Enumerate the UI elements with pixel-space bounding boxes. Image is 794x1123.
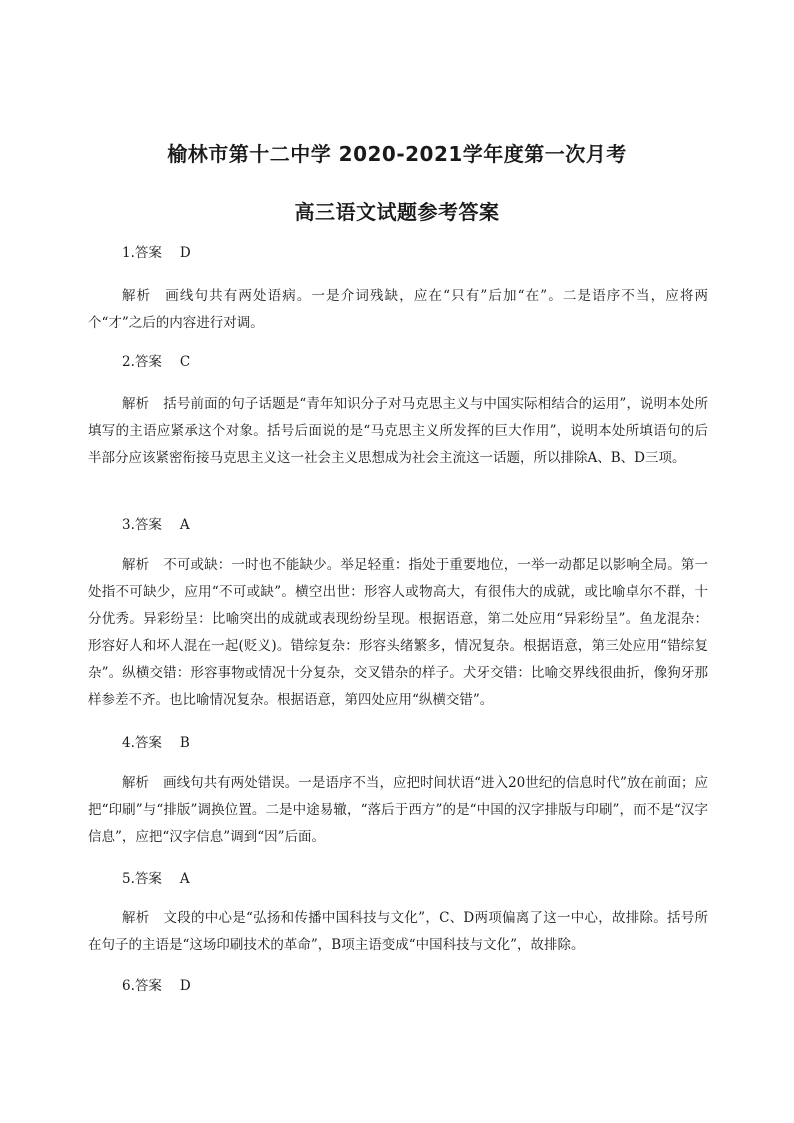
explanation-5 (88, 905, 708, 959)
explanation-label: 解析 (122, 396, 150, 412)
answer-line-1 (122, 243, 191, 263)
explanation-label: 解析 (122, 910, 150, 926)
explanation-1 (88, 283, 708, 337)
explanation-4 (88, 770, 708, 851)
explanation-text: 画线句共有两处错误。一是语序不当，应把时间状语“进入20世纪的信息时代”放在前面；应把“印刷”与“排版”调换位置。二是中途易辙，“落后于西方”的是“中国的汉字排版与印刷”，而不是“汉字信息”，应把“汉字信息”调到“因”后面。 (88, 775, 709, 845)
answer-value: A (179, 517, 190, 533)
answer-value: C (179, 354, 191, 370)
answer-line-4 (122, 733, 190, 753)
answer-number: 4.答案 (122, 735, 162, 751)
explanation-2 (88, 391, 708, 472)
explanation-label: 解析 (122, 775, 150, 791)
answer-value: B (179, 735, 190, 751)
explanation-text: 文段的中心是“弘扬和传播中国科技与文化”，C、D两项偏离了这一中心，故排除。括号所在句子的主语是“这场印刷技术的革命”，B项主语变成“中国科技与文化”，故排除。 (88, 910, 709, 953)
explanation-label: 解析 (122, 288, 152, 304)
answer-line-6 (122, 976, 191, 996)
answer-number: 3.答案 (122, 517, 162, 533)
explanation-label: 解析 (122, 557, 150, 573)
answer-number: 1.答案 (122, 245, 162, 261)
answer-value: D (179, 245, 191, 261)
answer-number: 5.答案 (122, 871, 162, 887)
answer-value: A (179, 871, 190, 887)
answer-line-3 (122, 515, 190, 535)
answer-line-2 (122, 352, 190, 372)
answer-line-5 (122, 869, 190, 889)
page-subtitle: 高三语文试题参考答案 (294, 200, 500, 224)
answer-value: D (179, 978, 191, 994)
explanation-3 (88, 552, 708, 714)
page-title: 榆林市第十二中学 2020-2021学年度第一次月考 (167, 142, 627, 166)
explanation-text: 不可或缺：一时也不能缺少。举足轻重：指处于重要地位，一举一动都足以影响全局。第一处指不可缺少，应用“不可或缺”。横空出世：形容人或物高大，有很伟大的成就，或比喻卓尔不群，十分优秀。异彩纷呈：比喻突出的成就或表现纷纷呈现。根据语意，第二处应用“异彩纷呈”。鱼龙混杂：形容好人和坏人混在一起(贬义)。错综复杂：形容头绪繁多，情况复杂。根据语意，第三处应用“错综复杂”。纵横交错：形容事物或情况十分复杂，交叉错杂的样子。犬牙交错：比喻交界线很曲折，像狗牙那样参差不齐。也比喻情况复杂。根据语意，第四处应用“纵横交错”。 (88, 557, 709, 708)
explanation-text: 画线句共有两处语病。一是介词残缺，应在“只有”后加“在”。二是语序不当，应将两个“才”之后的内容进行对调。 (88, 288, 709, 331)
answer-number: 6.答案 (122, 978, 162, 994)
answer-number: 2.答案 (122, 354, 162, 370)
explanation-text: 括号前面的句子话题是“青年知识分子对马克思主义与中国实际相结合的运用”，说明本处所填写的主语应紧承这个对象。括号后面说的是“马克思主义所发挥的巨大作用”，说明本处所填语句的后半部分应该紧密衔接马克思主义这一社会主义思想成为社会主流这一话题，所以排除A、B、D三项。 (88, 396, 709, 466)
